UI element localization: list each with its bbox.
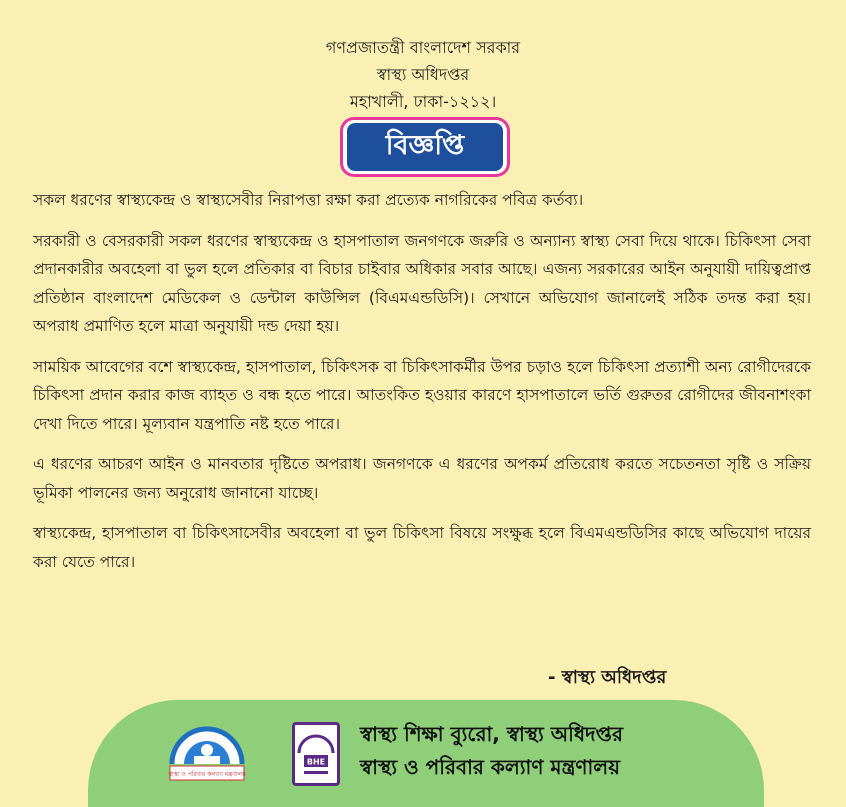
ministry-logo-caption: স্বাস্থ্য ও পরিবার কল্যাণ মন্ত্রণালয় <box>168 771 246 778</box>
ministry-name: স্বাস্থ্য ও পরিবার কল্যাণ মন্ত্রণালয় <box>360 755 620 779</box>
paragraph-1: সকল ধরণের স্বাস্থ্যকেন্দ্র ও স্বাস্থ্যসেবীর নিরাপত্তা রক্ষা করা প্রত্যেক নাগরিকের পবিত্র কর্তব্য। <box>33 191 584 209</box>
government-name: গণপ্রজাতন্ত্রী বাংলাদেশ সরকার <box>325 38 521 57</box>
notice-header <box>0 34 846 115</box>
bhe-logo-icon <box>292 722 340 786</box>
address: মহাখালী, ঢাকা-১২১২। <box>349 92 497 111</box>
footer-banner <box>88 700 764 807</box>
notice-body <box>33 186 811 588</box>
notice-badge <box>340 117 510 177</box>
signature: - স্বাস্থ্য অধিদপ্তর <box>548 667 667 688</box>
directorate-name: স্বাস্থ্য অধিদপ্তর <box>376 65 470 84</box>
bhe-logo-caption: BHE <box>306 757 326 767</box>
notice-title: বিজ্ঞপ্তি <box>347 123 503 171</box>
bureau-name: স্বাস্থ্য শিক্ষা ব্যুরো, স্বাস্থ্য অধিদপ্তর <box>360 722 623 746</box>
paragraph-3: সাময়িক আবেগের বশে স্বাস্থ্যকেন্দ্র, হাসপাতাল, চিকিৎসক বা চিকিৎসাকর্মীর উপর চড়াও হলে চিকিৎসা প্রত্যাশী অন্য রোগীদেরকে চিকিৎসা প্রদান করার কাজ ব্যাহত ও বন্ধ হতে পারে। আতংকিত হওয়ার কারণে হাসপাতালে ভর্তি গুরুতর রোগীদের জীবনাশংকা দেখা দিতে পারে। মূল্যবান যন্ত্রপাতি নষ্ট হতে পারে। <box>33 357 811 433</box>
paragraph-2: সরকারী ও বেসরকারী সকল ধরণের স্বাস্থ্যকেন্দ্র ও হাসপাতাল জনগণকে জরুরি ও অন্যান্য স্বাস্থ্য সেবা দিয়ে থাকে। চিকিৎসা সেবা প্রদানকারীর অবহেলা বা ভুল হলে প্রতিকার বা বিচার চাইবার অধিকার সবার আছে। এজন্য সরকারের আইন অনুযায়ী দায়িত্বপ্রাপ্ত প্রতিষ্ঠান বাংলাদেশ মেডিকেল ও ডেন্টাল কাউন্সিল (বিএমএন্ডডিসি)। সেখানে অভিযোগ জানালেই সঠিক তদন্ত করা হয়। অপরাধ প্রমাণিত হলে মাত্রা অনুযায়ী দন্ড দেয়া হয়। <box>33 231 811 335</box>
paragraph-4: এ ধরণের আচরণ আইন ও মানবতার দৃষ্টিতে অপরাধ। জনগণকে এ ধরণের অপকর্ম প্রতিরোধ করতে সচেতনতা সৃষ্টি ও সক্রিয় ভূমিকা পালনের জন্য অনুরোধ জানানো যাচ্ছে। <box>33 455 811 502</box>
ministry-logo-icon <box>164 720 250 786</box>
paragraph-5: স্বাস্থ্যকেন্দ্র, হাসপাতাল বা চিকিৎসাসেবীর অবহেলা বা ভুল চিকিৎসা বিষয়ে সংক্ষুব্ধ হলে বিএমএন্ডডিসির কাছে অভিযোগ দায়ের করা যেতে পারে। <box>33 524 811 571</box>
